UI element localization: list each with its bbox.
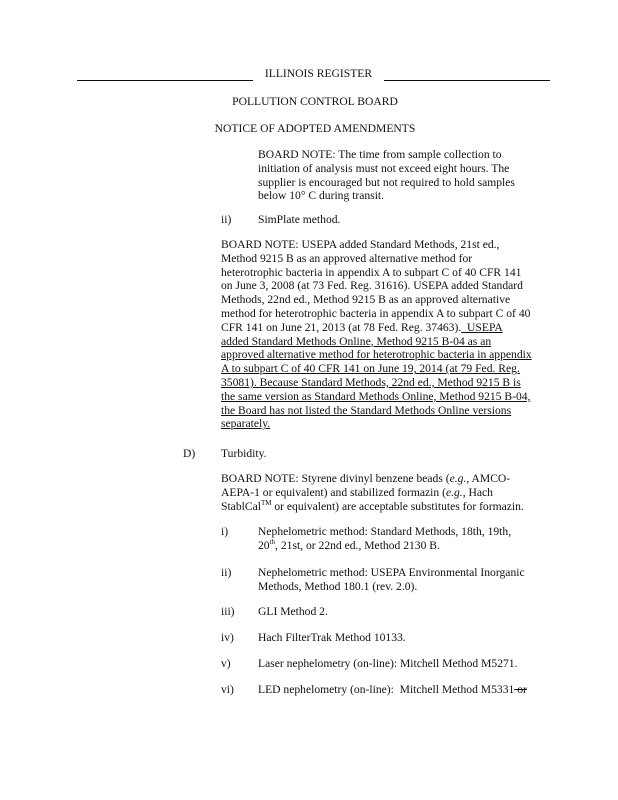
notice-title: NOTICE OF ADOPTED AMENDMENTS — [214, 122, 416, 135]
added-line — [221, 335, 532, 349]
board-title: POLLUTION CONTROL BOARD — [232, 95, 398, 108]
added-text: 35081). Because Standard Methods, 22nd ed., Method 9215 B is — [221, 375, 521, 389]
item-marker: ii) — [221, 213, 232, 226]
plain-text: CFR 141 on June 21, 2013 (at 78 Fed. Reg. 37463). — [221, 320, 462, 334]
struck-text: or — [514, 683, 527, 696]
plain-text: LED nephelometry (on-line): Mitchell Method M5331 — [258, 683, 515, 696]
header-rule-right — [384, 80, 550, 81]
italic-eg: e.g. — [449, 472, 467, 485]
added-line — [221, 390, 532, 404]
board-note-transit — [258, 148, 515, 203]
sub-item-marker: iv) — [221, 631, 234, 644]
sub-item-line: 20th, 21st, or 22nd ed., Method 2130 B. — [258, 537, 440, 552]
sub-item-marker: v) — [221, 657, 231, 670]
note-line: on June 3, 2008 (at 73 Fed. Reg. 31616). USEPA added Standard — [221, 279, 523, 293]
note-line: method for heterotrophic bacteria in appendix A to subpart C of 40 — [221, 306, 531, 320]
text-part: or equivalent) are acceptable substitutes for formazin. — [271, 499, 524, 513]
added-line — [221, 404, 532, 418]
sub-item-text: GLI Method 2. — [258, 605, 328, 618]
sub-item-line: Methods, Method 180.1 (rev. 2.0). — [258, 579, 418, 593]
sub-item-marker: i) — [221, 525, 229, 538]
item-marker: D) — [183, 447, 196, 460]
item-text: SimPlate method. — [258, 213, 341, 226]
added-text: A to subpart C of 40 CFR 141 on June 19, 2014 (at 79 Fed. Reg. — [221, 362, 520, 376]
sub-item-text — [258, 683, 527, 697]
note-line — [221, 486, 524, 500]
note-line — [221, 472, 524, 486]
note-line: Methods, 22nd ed., Method 9215 B as an approved alternative — [221, 293, 511, 307]
added-line — [221, 362, 532, 376]
added-text: added Standard Methods Online, Method 9215 B-04 as an — [221, 334, 492, 348]
added-line — [221, 376, 532, 390]
italic-eg: e.g. — [445, 485, 463, 499]
sub-item-text — [258, 525, 511, 553]
note-line: BOARD NOTE: The time from sample collection to — [258, 148, 502, 161]
added-text: the same version as Standard Methods Online, Method 9215 B-04, — [221, 389, 531, 403]
board-note-simplate — [221, 238, 532, 431]
note-line: supplier is encouraged but not required to hold samples — [258, 175, 515, 189]
sub-item-text: Hach FilterTrak Method 10133. — [258, 631, 406, 644]
note-line-mixed — [221, 321, 532, 335]
added-text: the Board has not listed the Standard Methods Online versions — [221, 403, 512, 417]
trademark-sup: TM — [260, 498, 272, 507]
note-line: BOARD NOTE: USEPA added Standard Methods, 21st ed., — [221, 238, 500, 251]
text-part: StablCal — [221, 499, 261, 513]
sub-item-text — [258, 566, 525, 594]
note-line: heterotrophic bacteria in appendix A to subpart C of 40 CFR 141 — [221, 265, 522, 279]
text-part: AEPA-1 or equivalent) and stabilized formazin ( — [221, 485, 446, 499]
added-text: separately. — [221, 417, 271, 431]
sub-item-line: Nephelometric method: Standard Methods, 18th, 19th, — [258, 525, 512, 538]
register-title: ILLINOIS REGISTER — [264, 67, 373, 80]
sub-item-marker: ii) — [221, 566, 232, 579]
text-part: , Hach — [462, 485, 493, 499]
sub-item-line: Nephelometric method: USEPA Environmental Inorganic — [258, 566, 525, 579]
note-line — [221, 500, 524, 514]
sub-item-marker: vi) — [221, 683, 234, 696]
text-part: , AMCO- — [466, 472, 511, 485]
added-text: USEPA — [461, 320, 503, 334]
note-line: Method 9215 B as an approved alternative method for — [221, 251, 473, 265]
added-line — [221, 417, 532, 431]
item-text: Turbidity. — [221, 447, 267, 460]
added-line — [221, 348, 532, 362]
board-note-turbidity — [221, 472, 524, 513]
header-rule-left — [77, 80, 253, 81]
text-part: BOARD NOTE: Styrene divinyl benzene beads ( — [221, 472, 450, 485]
sub-item-text: Laser nephelometry (on-line): Mitchell Method M5271. — [258, 657, 518, 670]
note-line: initiation of analysis must not exceed eight hours. The — [258, 161, 510, 175]
note-line: below 10° C during transit. — [258, 189, 385, 203]
added-text: approved alternative method for heterotrophic bacteria in appendix — [221, 348, 532, 362]
ordinal-sup: th — [269, 537, 276, 546]
sub-item-marker: iii) — [221, 605, 235, 618]
